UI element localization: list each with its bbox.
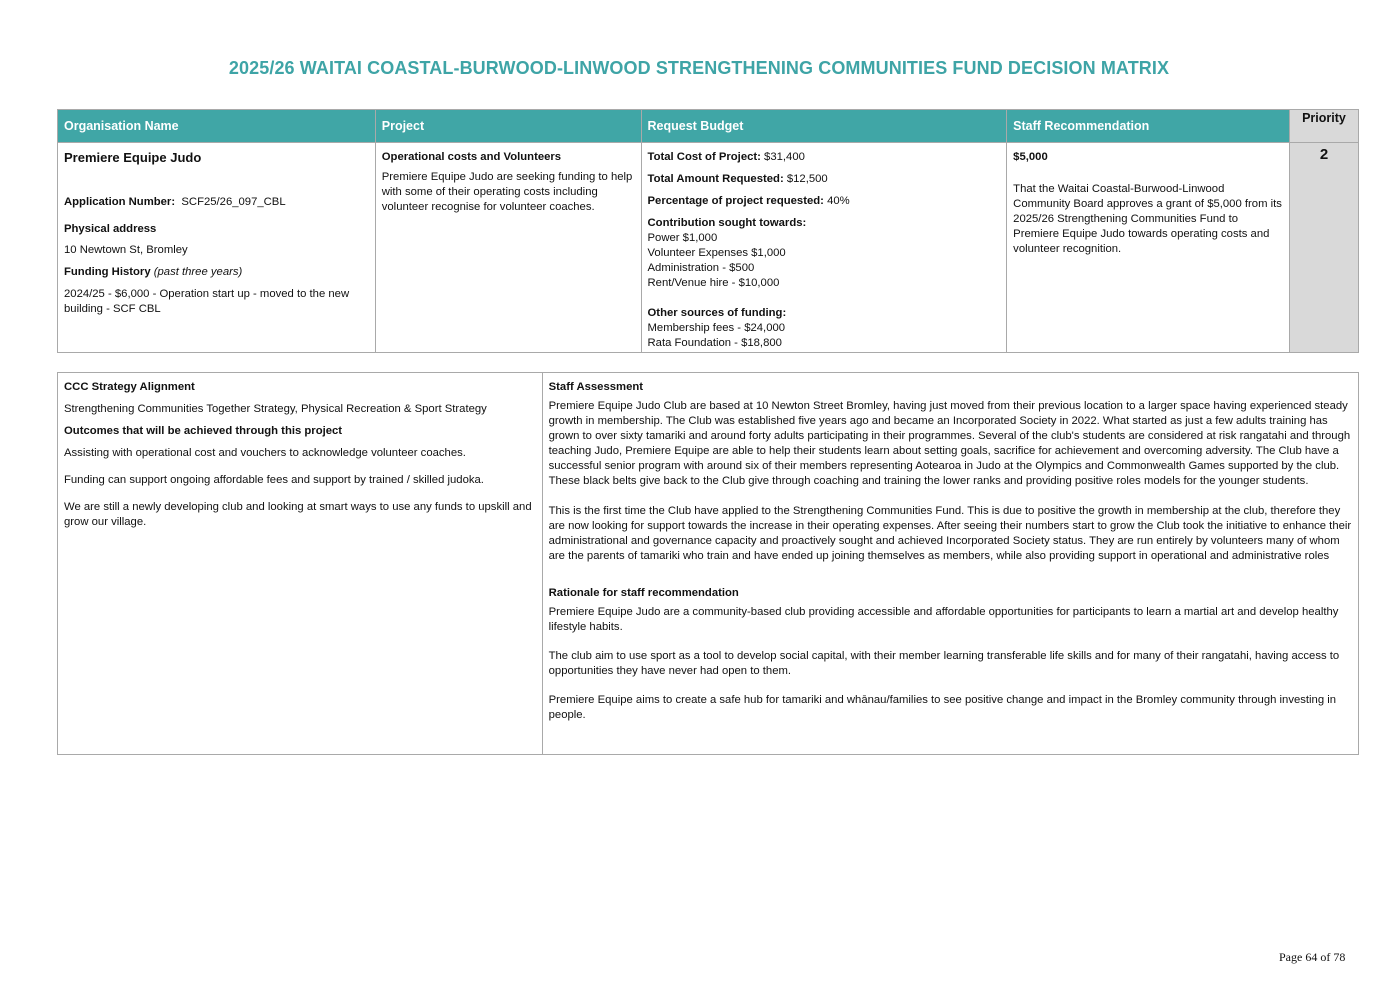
alignment-cell: [58, 373, 543, 755]
header-org: Organisation Name: [58, 110, 376, 143]
project-description: Premiere Equipe Judo are seeking funding to help with some of their operating costs including volunteer recognise for volunteer coaches.: [381, 171, 633, 213]
contribution-label: Contribution sought towards:: [647, 217, 807, 229]
address-label: Physical address: [64, 223, 157, 235]
strategies: Strengthening Communities Together Strategy, Physical Recreation & Sport Strategy: [64, 403, 487, 415]
rationale-paragraph: The club aim to use sport as a tool to develop social capital, with their member learning transferable life skills and for many of their rangatahi, having access to opportunities they have never had open to them.: [548, 650, 1340, 677]
org-name: Premiere Equipe Judo: [64, 150, 202, 165]
history-note: (past three years): [153, 266, 243, 278]
priority-value: 2: [1289, 143, 1358, 353]
history-label: Funding History: [64, 266, 151, 278]
total-cost: $31,400: [764, 151, 805, 163]
rationale-paragraph: Premiere Equipe Judo are a community-based club providing accessible and affordable opportunities for participants to learn a martial art and develop healthy lifestyle habits.: [548, 606, 1339, 633]
recommendation-cell: [1007, 143, 1290, 353]
app-label: Application Number:: [64, 196, 176, 208]
header-row: [58, 110, 1359, 143]
project-cell: [375, 143, 641, 353]
total-requested: $12,500: [786, 173, 828, 185]
funding-history: 2024/25 - $6,000 - Operation start up - moved to the new building - SCF CBL: [64, 288, 350, 315]
recommendation-amount: $5,000: [1013, 151, 1048, 163]
outcome-item: Assisting with operational cost and vouchers to acknowledge volunteer coaches.: [64, 447, 466, 459]
rationale-paragraph: Premiere Equipe aims to create a safe hub for tamariki and whānau/families to see positive change and impact in the Bromley community through investing in people.: [548, 694, 1337, 721]
list-item: Membership fees - $24,000: [647, 322, 786, 334]
recommendation-text: That the Waitai Coastal-Burwood-Linwood Community Board approves a grant of $5,000 from its 2025/26 Strengthening Communities Fund to Premiere Equipe Judo towards operating costs and volunteer recognition.: [1013, 183, 1282, 255]
assessment-cell: [542, 373, 1358, 755]
header-budget: Request Budget: [641, 110, 1007, 143]
percentage: 40%: [827, 195, 850, 207]
list-item: Rent/Venue hire - $10,000: [647, 277, 780, 289]
total-requested-label: Total Amount Requested:: [647, 173, 784, 185]
list-item: Administration - $500: [647, 262, 755, 274]
header-staff-rec: Staff Recommendation: [1007, 110, 1290, 143]
assessment-table: [57, 372, 1359, 755]
outcome-item: Funding can support ongoing affordable fees and support by trained / skilled judoka.: [64, 474, 484, 486]
outcome-item: We are still a newly developing club and looking at smart ways to use any funds to upskill and grow our village.: [64, 501, 532, 528]
budget-cell: [641, 143, 1007, 353]
list-item: Rata Foundation - $18,800: [647, 337, 782, 349]
address: 10 Newtown St, Bromley: [64, 244, 188, 256]
table-row: [58, 373, 1359, 755]
outcomes-heading: Outcomes that will be achieved through this project: [64, 425, 343, 437]
percentage-label: Percentage of project requested:: [647, 195, 824, 207]
total-cost-label: Total Cost of Project:: [647, 151, 761, 163]
header-project: Project: [375, 110, 641, 143]
other-funding-label: Other sources of funding:: [647, 307, 787, 319]
org-cell: [58, 143, 376, 353]
page-title: 2025/26 WAITAI COASTAL-BURWOOD-LINWOOD STRENGTHENING COMMUNITIES FUND DECISION MATRIX: [228, 58, 1170, 78]
rationale-heading: Rationale for staff recommendation: [548, 587, 739, 599]
alignment-heading: CCC Strategy Alignment: [64, 381, 195, 393]
assessment-heading: Staff Assessment: [548, 381, 644, 393]
table-row: [58, 143, 1359, 353]
assessment-paragraph: Premiere Equipe Judo Club are based at 10 Newton Street Bromley, having just moved from their previous location to a larger space having experienced steady growth in membership. The Club was established five years ago and became an Incorporated Society in 2022. What started as just a few adults training has grown to over sixty tamariki and around forty adults participating in their programmes. Several of the club's students are considered at risk rangatahi and through teaching Judo, Premiere Equipe are able to help their students learn about setting goals, sacrifice for achievement and overcoming adversity. The Club have a successful senior program with around six of their members representing Aotearoa in Judo at the Olympics and Commonwealth Games supported by the club. These black belts give back to the Club give through coaching and training the lower ranks and providing positive roles models for the younger students.: [548, 400, 1351, 487]
list-item: Power $1,000: [647, 232, 718, 244]
list-item: Volunteer Expenses $1,000: [647, 247, 786, 259]
project-title: Operational costs and Volunteers: [381, 151, 562, 163]
page-number: Page 64 of 78: [1279, 950, 1346, 964]
assessment-paragraph: This is the first time the Club have applied to the Strengthening Communities Fund. This is due to positive the growth in membership at the club, therefore they are now looking for support towards the increase in their operating expenses. After seeing their numbers start to grow the Club took the initiative to enhance their administrational and governance capacity and proactively sought and achieved Incorporated Society status. They are run entirely by volunteers many of whom are the parents of tamariki who train and have ended up joining themselves as members, while also providing support in operational and administrative roles: [548, 505, 1352, 562]
header-priority: Priority: [1289, 110, 1358, 143]
decision-summary-table: [57, 109, 1359, 353]
app-number: SCF25/26_097_CBL: [181, 196, 286, 208]
